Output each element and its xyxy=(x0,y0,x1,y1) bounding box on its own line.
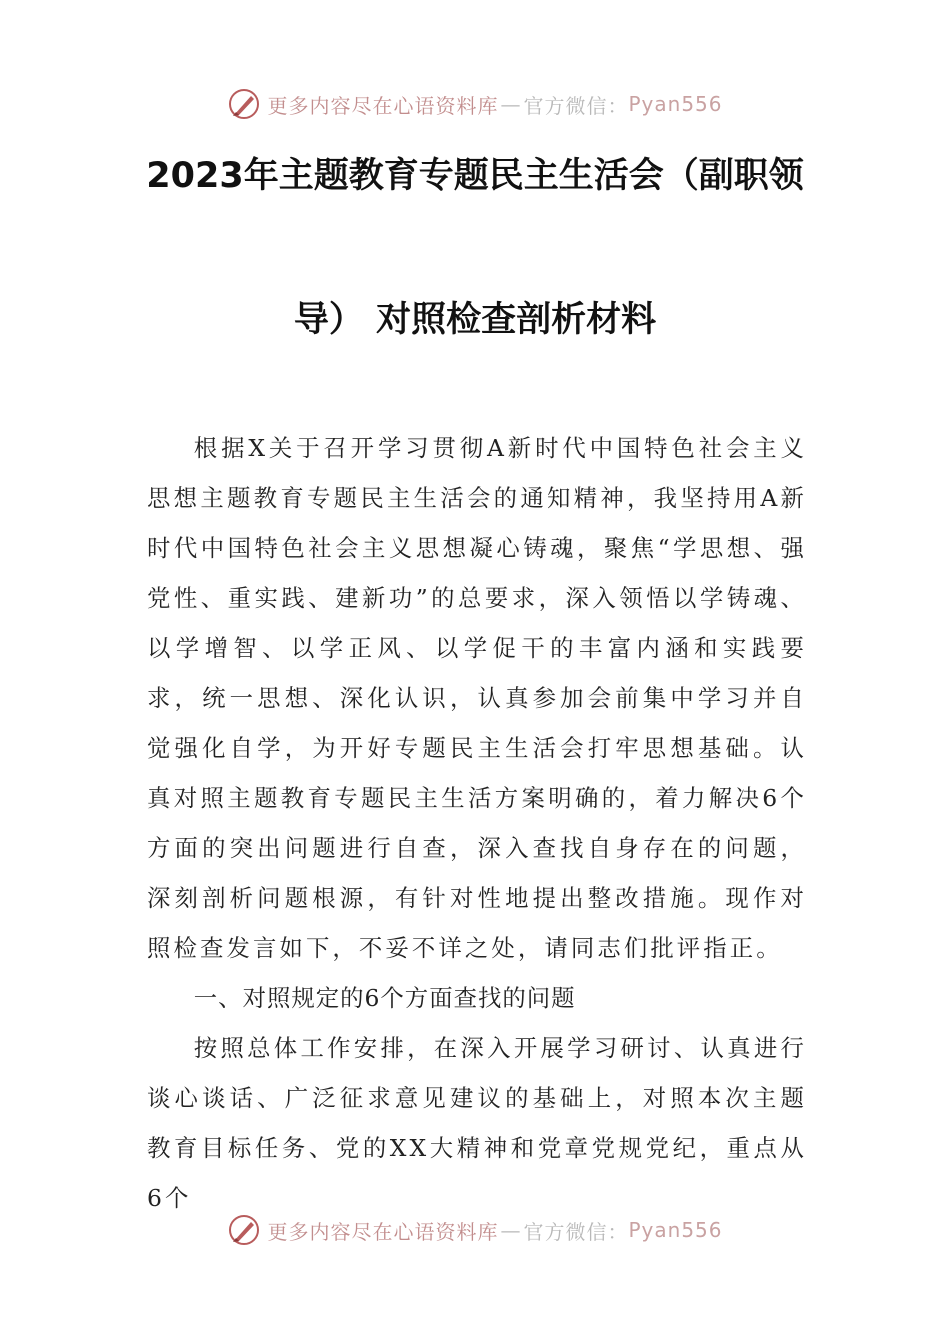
watermark-footer xyxy=(0,1210,950,1250)
watermark-label: 官方微信： xyxy=(523,93,629,118)
watermark-dash: — xyxy=(500,1218,522,1242)
section-heading: 一、对照规定的6个方面查找的问题 xyxy=(193,984,576,1012)
document-title-line2: 导） 对照检查剖析材料 xyxy=(293,300,657,340)
pen-logo-icon xyxy=(227,87,261,121)
watermark-brand: 更多内容尽在心语资料库 xyxy=(267,93,499,118)
watermark-wechat-id: Pyan556 xyxy=(628,1218,723,1242)
watermark-dash: — xyxy=(500,92,522,116)
document-title-line1: 2023年主题教育专题民主生活会（副职领 xyxy=(146,156,804,196)
paragraph-section-one: 按照总体工作安排，在深入开展学习研讨、认真进行谈心谈话、广泛征求意见建议的基础上，对照本次主题教育目标任务、党的XX大精神和党章党规党纪，重点从6个 xyxy=(147,1034,807,1212)
watermark-label: 官方微信： xyxy=(523,1219,629,1244)
watermark-header xyxy=(0,84,950,124)
watermark-brand: 更多内容尽在心语资料库 xyxy=(267,1219,499,1244)
paragraph-intro: 根据X关于召开学习贯彻A新时代中国特色社会主义思想主题教育专题民主生活会的通知精神，我坚持用A新时代中国特色社会主义思想凝心铸魂，聚焦“学思想、强党性、重实践、建新功”的总要求，深入领悟以学铸魂、以学增智、以学正风、以学促干的丰富内涵和实践要求，统一思想、深化认识，认真参加会前集中学习并自觉强化自学，为开好专题民主生活会打牢思想基础。认真对照主题教育专题民主生活方案明确的，着力解决6个方面的突出问题进行自查，深入查找自身存在的问题，深刻剖析问题根源，有针对性地提出整改措施。现作对照检查发言如下，不妥不详之处，请同志们批评指正。 xyxy=(147,434,807,962)
watermark-wechat-id: Pyan556 xyxy=(628,92,723,116)
pen-logo-icon xyxy=(227,1213,261,1247)
document-body xyxy=(147,423,807,1223)
